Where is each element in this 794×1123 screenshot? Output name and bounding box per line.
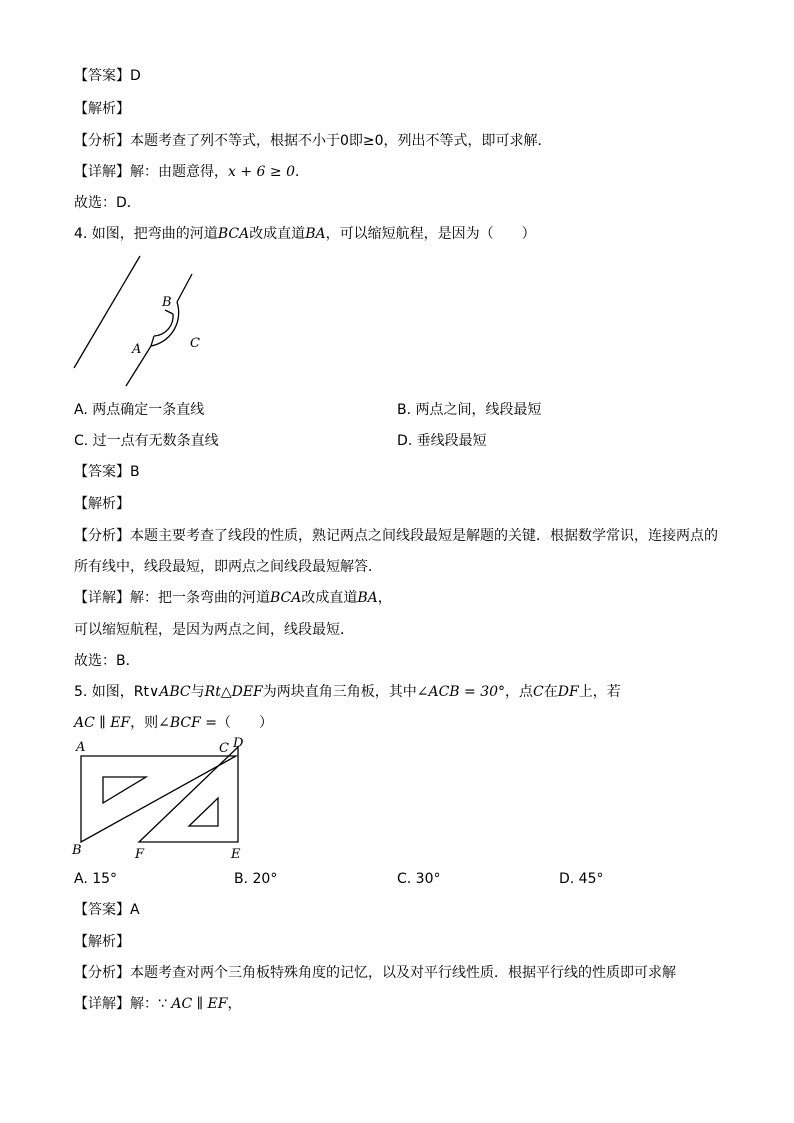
q5-triangles-figure [70,736,260,866]
q4-ba: BA [357,590,378,606]
q5-math: DF [557,684,579,700]
q5-math: Rt△DEF [204,684,263,700]
bend-top-cap [165,310,173,314]
q4-stem-part: 改成直道 [249,226,306,242]
triangle-def [139,747,238,842]
fenxi-text: 本题考查了列不等式，根据不小于0即≥0，列出不等式，即可求解． [130,133,552,149]
answer-tag: 【答案】 [74,464,130,480]
q4-fenxi-line1 [74,526,718,546]
prev-xiangjie-line [74,162,309,182]
triangle-def-hole [189,798,218,826]
fenxi-tag: 【分析】 [74,133,130,149]
fenxi-tag: 【分析】 [74,965,130,981]
q5-xiangjie-line [74,994,241,1014]
q4-river-figure [70,252,220,392]
prev-answer-line [74,66,141,86]
q5-option-a[interactable]: A. 15° [74,871,118,887]
fenxi-tag: 【分析】 [74,528,130,544]
xiangjie-text: 解：∵ [130,996,172,1012]
q4-bca: BCA [270,590,302,606]
q5-math: ∠ACB = 30° [416,684,506,700]
q4-stem-part: 4. 如图，把弯曲的河道 [74,226,218,242]
q5-math: C [533,684,544,700]
river-bank-right-upper [177,274,192,302]
answer-value: D [130,68,141,84]
label-c: C [190,336,200,351]
xiangjie-tag: 【详解】 [74,996,130,1012]
q4-option-c[interactable]: C. 过一点有无数条直线 [74,433,219,449]
q5-stem-part: ，则 [130,715,159,731]
punct: ， [227,996,242,1012]
bend-inner [154,314,173,336]
punct: ， [377,590,392,606]
xiangjie-text: 解：把一条弯曲的河道 [130,590,270,606]
q5-stem-part: 为两块直角三角板，其中 [262,684,417,700]
answer-value: B [130,464,140,480]
q4-choose-line: 故选：B． [74,653,140,669]
inequality: x + 6 ≥ 0 [228,164,295,180]
q4-xiangjie-line [74,588,392,608]
q4-bca: BCA [217,226,250,242]
q4-stem [74,224,536,244]
answer-tag: 【答案】 [74,68,130,84]
xiangjie-tag: 【详解】 [74,590,130,606]
xiangjie-tag: 【详解】 [74,164,130,180]
q5-stem-part: 5. 如图，Rt [74,684,150,700]
q5-answer-line [74,900,140,920]
label-c: C [219,741,229,756]
q5-stem-part: （ ） [217,715,274,731]
q5-option-b[interactable]: B. 20° [234,871,278,887]
prev-analysis-heading: 【解析】 [74,101,130,117]
fenxi-text: 本题考查对两个三角板特殊角度的记忆，以及对平行线性质．根据平行线的性质即可求解 [130,965,676,981]
q4-option-d[interactable]: D. 垂线段最短 [397,433,487,449]
label-e: E [231,847,241,862]
q5-analysis-heading: 【解析】 [74,934,130,950]
q4-answer-line [74,462,140,482]
q5-stem-part: 上，若 [578,684,621,700]
q4-option-b[interactable]: B. 两点之间，线段最短 [397,402,542,418]
label-f: F [135,847,145,862]
q4-xiangjie-line2: 可以缩短航程，是因为两点之间，线段最短． [74,622,354,638]
bend-bottom-cap [151,336,154,346]
label-b: B [72,843,82,858]
label-b: B [162,295,172,310]
q5-math: AC ∥ EF [74,715,131,731]
q4-stem-part: ，可以缩短航程，是因为（ ） [325,226,536,242]
prev-choose-line: 故选：D． [74,195,141,211]
q4-ba: BA [305,226,326,242]
q5-stem-line2 [74,713,273,733]
triangle-abc-hole [103,777,146,803]
label-a: A [132,342,142,357]
answer-tag: 【答案】 [74,902,130,918]
fenxi-text: 本题主要考查了线段的性质，熟记两点之间线段最短是解题的关键．根据数学常识，连接两点的 [130,528,718,544]
q4-option-a[interactable]: A. 两点确定一条直线 [74,402,205,418]
xiangjie-text: 改成直道 [301,590,358,606]
q5-fenxi-line [74,963,676,983]
river-bank-left [74,256,140,368]
prev-fenxi-line [74,131,552,151]
q4-analysis-heading: 【解析】 [74,496,130,512]
q5-math: ∠BCF = [158,715,218,731]
xiangjie-text: 解：由题意得， [130,164,228,180]
q5-option-d[interactable]: D. 45° [559,871,604,887]
q5-stem-part: 在 [543,684,558,700]
q5-stem-part: 与 [190,684,205,700]
q4-fenxi-line2: 所有线中，线段最短，即两点之间线段最短解答． [74,559,382,575]
q5-stem-line1 [74,682,621,702]
label-a: A [76,740,86,755]
q5-option-c[interactable]: C. 30° [397,871,441,887]
answer-value: A [130,902,140,918]
label-d: D [233,736,244,751]
punct: ． [294,164,309,180]
triangle-abc [81,756,236,842]
q5-math: AC ∥ EF [171,996,228,1012]
q5-stem-part: ，点 [505,684,534,700]
q5-math: ∨ABC [149,684,191,700]
